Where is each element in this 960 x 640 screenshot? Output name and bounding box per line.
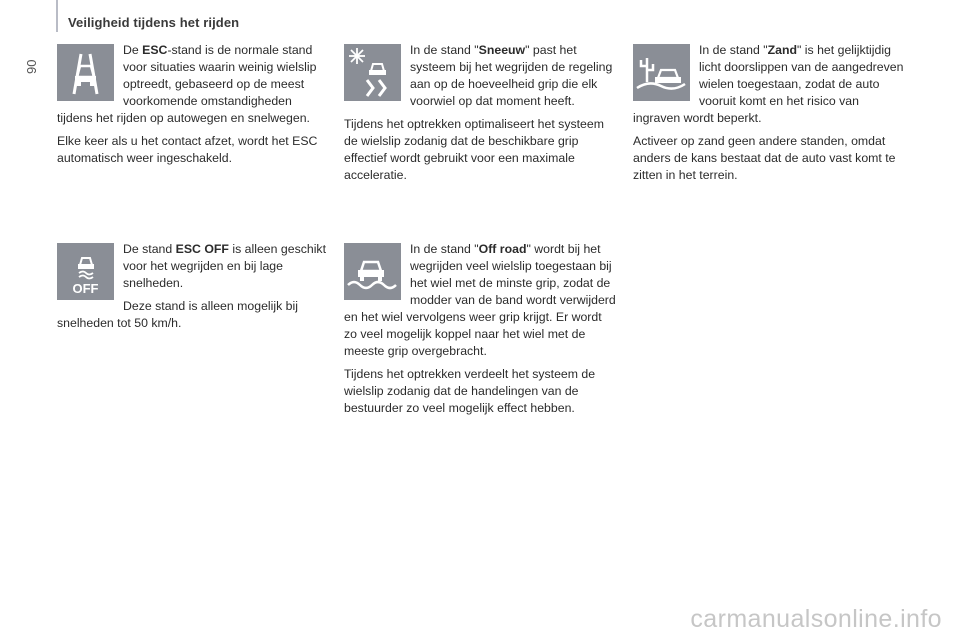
esc-section [57, 42, 329, 173]
esc-off-section [57, 241, 329, 338]
esc-off-para2: Deze stand is alleen mogelijk bij snelheden tot 50 km/h. [57, 299, 298, 330]
offroad-text-post: " wordt bij het wegrijden veel wielslip toegestaan bij het wiel met de minste grip, zodat de modder van de band wordt verwijderd en het wiel vervolgens weer grip krijgt. Er wordt zo veel mogelijk koppel naar het wiel met de meeste grip overgebracht. [344, 242, 616, 358]
esc-para2: Elke keer als u het contact afzet, wordt het ESC automatisch weer ingeschakeld. [57, 134, 318, 165]
snow-para2: Tijdens het optrekken optimaliseert het systeem de wielslip zodanig dat de beschikbare grip effectief wordt gebruikt voor een maximale acceleratie. [344, 117, 604, 182]
offroad-text-pre: In de stand " [410, 242, 479, 256]
sand-text-bold: Zand [767, 43, 798, 57]
esc-text-post: -stand is de normale stand voor situaties waarin weinig wielslip optreedt, gebaseerd op de meest voorkomende omstandigheden tijdens het rijden op autowegen en snelwegen. [57, 43, 317, 125]
esc-off-icon [57, 243, 114, 300]
esc-off-icon-text: OFF [72, 281, 99, 296]
sand-text-pre: In de stand " [699, 43, 768, 57]
sand-text-post: " is het gelijktijdig licht doorslippen van de aangedreven wielen toegestaan, zodat de auto vooruit komt en het risico van ingraven wordt beperkt. [633, 43, 904, 125]
offroad-mode-icon [344, 243, 401, 300]
esc-text-bold: ESC [142, 43, 168, 57]
sand-section [633, 42, 905, 190]
watermark: carmanualsonline.info [690, 605, 942, 633]
esc-off-text-bold: ESC OFF [175, 242, 229, 256]
snow-text-pre: In de stand " [410, 43, 479, 57]
page-number: 90 [24, 59, 39, 74]
snow-section [344, 42, 616, 190]
esc-off-text-pre: De stand [123, 242, 176, 256]
margin-bar [56, 0, 58, 32]
offroad-section [344, 241, 616, 423]
section-title: Veiligheid tijdens het rijden [68, 15, 240, 30]
sand-mode-icon [633, 44, 690, 101]
offroad-text-bold: Off road [478, 242, 527, 256]
offroad-para2: Tijdens het optrekken verdeelt het systeem de wielslip zodanig dat de handelingen van de bestuurder zo veel mogelijk effect hebben. [344, 367, 596, 415]
snow-mode-icon [344, 44, 401, 101]
esc-standard-icon [57, 44, 114, 101]
snow-text-post: " past het systeem bij het wegrijden de regeling aan op de hoeveelheid grip die elk voorwiel op dat moment heeft. [410, 43, 613, 108]
esc-off-text-post: is alleen geschikt voor het wegrijden en bij lage snelheden. [123, 242, 326, 290]
sand-para2: Activeer op zand geen andere standen, omdat anders de kans bestaat dat de auto vast komt te zitten in het terrein. [633, 134, 896, 182]
snow-text-bold: Sneeuw [478, 43, 526, 57]
esc-text-pre: De [123, 43, 143, 57]
